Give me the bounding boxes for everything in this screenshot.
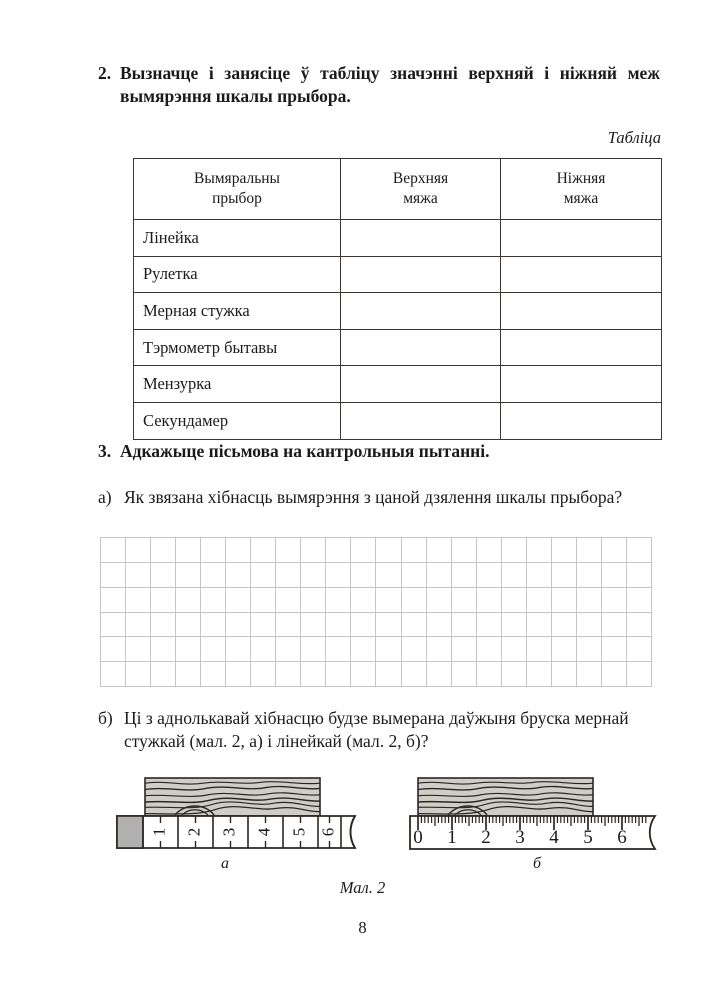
column-header-instrument-line1: Вымяральны — [194, 170, 280, 188]
answer-grid-cell[interactable] — [602, 637, 627, 662]
answer-grid-cell[interactable] — [502, 588, 527, 613]
ruler-tick-label-6: 6 — [617, 827, 627, 848]
answer-grid-cell[interactable] — [351, 563, 376, 588]
lower-limit-cell[interactable] — [501, 402, 662, 439]
answer-grid-cell[interactable] — [151, 613, 176, 638]
answer-grid-cell[interactable] — [502, 637, 527, 662]
answer-grid-cell[interactable] — [226, 637, 251, 662]
answer-grid-cell[interactable] — [427, 563, 452, 588]
answer-grid-cell[interactable] — [276, 613, 301, 638]
answer-grid-cell[interactable] — [176, 662, 201, 687]
sub-figure-b — [410, 778, 655, 849]
answer-grid-cell[interactable] — [126, 588, 151, 613]
answer-grid-cell[interactable] — [201, 613, 226, 638]
answer-grid-cell[interactable] — [427, 662, 452, 687]
answer-grid-cell[interactable] — [452, 538, 477, 563]
answer-grid-cell[interactable] — [251, 613, 276, 638]
answer-grid-cell[interactable] — [326, 538, 351, 563]
answer-grid-cell[interactable] — [251, 637, 276, 662]
instrument-name: Мензурка — [134, 366, 341, 403]
question-a-marker: а) — [98, 487, 112, 507]
column-header-instrument-line2: прыбор — [212, 190, 262, 207]
table-row — [134, 220, 662, 257]
answer-grid-cell[interactable] — [502, 613, 527, 638]
table-row — [134, 293, 662, 330]
answer-grid-cell[interactable] — [477, 637, 502, 662]
lower-limit-cell[interactable] — [501, 220, 662, 257]
answer-grid-cell[interactable] — [427, 637, 452, 662]
answer-grid-cell[interactable] — [151, 563, 176, 588]
answer-grid-cell[interactable] — [477, 662, 502, 687]
table-row — [134, 256, 662, 293]
answer-grid-cell[interactable] — [126, 538, 151, 563]
answer-grid-cell[interactable] — [301, 637, 326, 662]
answer-grid-cell[interactable] — [126, 662, 151, 687]
answer-grid-cell[interactable] — [351, 588, 376, 613]
answer-grid-cell[interactable] — [101, 538, 126, 563]
upper-limit-cell[interactable] — [341, 256, 501, 293]
answer-grid-cell[interactable] — [176, 588, 201, 613]
answer-grid-cell[interactable] — [201, 637, 226, 662]
answer-grid-cell[interactable] — [577, 538, 602, 563]
answer-grid-cell[interactable] — [201, 588, 226, 613]
upper-limit-cell[interactable] — [341, 220, 501, 257]
instrument-name: Лінейка — [134, 220, 341, 257]
lower-limit-cell[interactable] — [501, 256, 662, 293]
answer-grid-cell[interactable] — [151, 588, 176, 613]
answer-grid-cell[interactable] — [276, 538, 301, 563]
answer-grid-cell[interactable] — [126, 637, 151, 662]
tape-tick-label-1: 1 — [149, 827, 169, 837]
column-header-upper-limit — [341, 159, 501, 220]
answer-grid-cell[interactable] — [226, 613, 251, 638]
answer-grid-cell[interactable] — [452, 613, 477, 638]
answer-grid-cell[interactable] — [276, 662, 301, 687]
answer-grid-cell[interactable] — [527, 538, 552, 563]
answer-grid-cell[interactable] — [151, 662, 176, 687]
ruler-tick-label-3: 3 — [515, 827, 525, 848]
answer-grid-cell[interactable] — [376, 563, 401, 588]
answer-grid-cell[interactable] — [552, 613, 577, 638]
answer-grid-cell[interactable] — [326, 588, 351, 613]
answer-grid-cell[interactable] — [627, 613, 652, 638]
column-header-upper-limit-line2: мяжа — [403, 190, 438, 207]
table-row — [134, 366, 662, 403]
table-header — [134, 159, 662, 220]
answer-grid-cell[interactable] — [101, 563, 126, 588]
answer-grid-cell[interactable] — [326, 563, 351, 588]
answer-grid-cell[interactable] — [376, 588, 401, 613]
lower-limit-cell[interactable] — [501, 329, 662, 366]
task-3-text: Адкажыце пісьмова на кантрольныя пытанні. — [120, 441, 490, 461]
tape-tick-label-6: 6 — [318, 827, 338, 837]
answer-grid-cell[interactable] — [326, 613, 351, 638]
answer-grid-cell[interactable] — [527, 563, 552, 588]
answer-grid-cell[interactable] — [477, 613, 502, 638]
instrument-name: Тэрмометр бытавы — [134, 329, 341, 366]
answer-grid-cell[interactable] — [301, 613, 326, 638]
answer-grid-cell[interactable] — [126, 613, 151, 638]
tape-tick-label-5: 5 — [289, 827, 309, 837]
answer-grid-cell[interactable] — [577, 613, 602, 638]
answer-grid-cell[interactable] — [251, 662, 276, 687]
answer-grid-cell[interactable] — [376, 613, 401, 638]
table-header-row — [134, 159, 662, 220]
answer-grid-cell[interactable] — [376, 637, 401, 662]
answer-grid-cell[interactable] — [201, 563, 226, 588]
answer-grid-cell[interactable] — [402, 662, 427, 687]
table-row — [134, 329, 662, 366]
answer-grid-cell[interactable] — [502, 538, 527, 563]
answer-grid-cell[interactable] — [101, 662, 126, 687]
answer-grid-cell[interactable] — [452, 637, 477, 662]
ruler-tick-label-0: 0 — [413, 827, 423, 848]
question-b-marker: б) — [98, 708, 113, 728]
answer-grid-cell[interactable] — [251, 588, 276, 613]
instruments-table — [133, 158, 662, 440]
table-caption: Табліца — [607, 128, 661, 147]
table-body — [134, 220, 662, 440]
tape-tick-label-2: 2 — [184, 827, 204, 837]
table-row — [134, 402, 662, 439]
answer-grid-cell[interactable] — [627, 588, 652, 613]
instrument-name: Рулетка — [134, 256, 341, 293]
answer-grid-cell[interactable] — [351, 662, 376, 687]
answer-grid-cell[interactable] — [402, 538, 427, 563]
instrument-name: Мерная стужка — [134, 293, 341, 330]
answer-grid-cell[interactable] — [427, 613, 452, 638]
answer-grid-cell[interactable] — [351, 613, 376, 638]
upper-limit-cell[interactable] — [341, 329, 501, 366]
answer-grid-cell[interactable] — [326, 637, 351, 662]
answer-grid-cell[interactable] — [577, 588, 602, 613]
ruler-tick-label-2: 2 — [481, 827, 491, 848]
upper-limit-cell[interactable] — [341, 402, 501, 439]
answer-grid-cell[interactable] — [176, 538, 201, 563]
sub-figure-a-label: а — [221, 855, 229, 872]
tape-tick-label-3: 3 — [219, 827, 239, 837]
answer-grid-cell[interactable] — [527, 613, 552, 638]
answer-grid-cell[interactable] — [176, 637, 201, 662]
answer-grid-cell[interactable] — [276, 637, 301, 662]
column-header-lower-limit-line1: Ніжняя — [556, 170, 606, 188]
answer-grid-cell[interactable] — [552, 538, 577, 563]
lower-limit-cell[interactable] — [501, 366, 662, 403]
answer-grid-cell[interactable] — [502, 662, 527, 687]
answer-grid-cell[interactable] — [427, 538, 452, 563]
task-3-number: 3. — [98, 441, 112, 461]
answer-grid-cell[interactable] — [527, 662, 552, 687]
tape-end-block — [117, 816, 143, 848]
answer-grid-cell[interactable] — [176, 613, 201, 638]
answer-grid-cell[interactable] — [251, 563, 276, 588]
ruler — [410, 816, 655, 849]
answer-grid-cell[interactable] — [427, 588, 452, 613]
answer-grid-cell[interactable] — [101, 613, 126, 638]
column-header-upper-limit-line1: Верхняя — [392, 170, 449, 188]
answer-grid-cell[interactable] — [602, 538, 627, 563]
column-header-instrument — [134, 159, 341, 220]
upper-limit-cell[interactable] — [341, 293, 501, 330]
tape-tick-label-4: 4 — [254, 827, 274, 837]
answer-grid-cell[interactable] — [402, 613, 427, 638]
column-header-lower-limit-line2: мяжа — [563, 190, 599, 207]
answer-grid-cell[interactable] — [176, 563, 201, 588]
wood-block-a — [145, 778, 320, 816]
answer-grid-cell[interactable] — [402, 588, 427, 613]
sub-figure-b-label: б — [532, 855, 542, 872]
answer-grid-cell[interactable] — [226, 588, 251, 613]
answer-grid-cell[interactable] — [151, 637, 176, 662]
answer-grid-cell[interactable] — [151, 538, 176, 563]
answer-grid-cell[interactable] — [276, 563, 301, 588]
instrument-name: Секундамер — [134, 402, 341, 439]
answer-grid-cell[interactable] — [101, 637, 126, 662]
answer-grid-cell[interactable] — [201, 662, 226, 687]
answer-grid-cell[interactable] — [126, 563, 151, 588]
answer-grid-cell[interactable] — [301, 538, 326, 563]
answer-grid-cell[interactable] — [627, 563, 652, 588]
answer-grid-cell[interactable] — [301, 563, 326, 588]
answer-grid-cell[interactable] — [577, 662, 602, 687]
task-2-number: 2. — [98, 63, 112, 83]
answer-grid-cell[interactable] — [402, 637, 427, 662]
answer-grid-cell[interactable] — [602, 563, 627, 588]
answer-grid-cell[interactable] — [552, 662, 577, 687]
answer-grid-cell[interactable] — [452, 588, 477, 613]
answer-grid-cell[interactable] — [477, 563, 502, 588]
answer-grid-cell[interactable] — [452, 662, 477, 687]
answer-grid-cell[interactable] — [477, 588, 502, 613]
task-3 — [98, 440, 678, 463]
answer-grid-cell[interactable] — [602, 588, 627, 613]
ruler-tick-label-5: 5 — [583, 827, 593, 848]
answer-grid-cell[interactable] — [502, 563, 527, 588]
page-number: 8 — [358, 918, 367, 937]
answer-grid-cell[interactable] — [301, 588, 326, 613]
answer-grid-cell[interactable] — [527, 588, 552, 613]
answer-grid-cell[interactable] — [376, 538, 401, 563]
answer-grid-cell[interactable] — [627, 538, 652, 563]
question-b — [98, 707, 678, 754]
task-2 — [98, 62, 678, 108]
answer-grid-cell[interactable] — [226, 563, 251, 588]
ruler-tick-label-1: 1 — [447, 827, 457, 848]
question-b-text: Ці з аднолькавай хібнасцю будзе вымерана даўжыня бруска мернай стужкай (мал. 2, а) і лінейкай (мал. 2, б)? — [124, 708, 629, 752]
measuring-tape — [117, 816, 355, 848]
answer-grid-cell[interactable] — [226, 662, 251, 687]
answer-grid-cell[interactable] — [627, 662, 652, 687]
question-a — [98, 486, 678, 509]
answer-grid-cell[interactable] — [276, 588, 301, 613]
answer-grid-cell[interactable] — [301, 662, 326, 687]
task-2-text: Вызначце і занясіце ў табліцу значэнні верхняй і ніжняй меж вымярэння шкалы прыбора. — [120, 63, 660, 107]
answer-grid-cell[interactable] — [477, 538, 502, 563]
answer-grid-cell[interactable] — [251, 538, 276, 563]
answer-grid-cell[interactable] — [527, 637, 552, 662]
answer-grid-cell[interactable] — [376, 662, 401, 687]
answer-grid-cell[interactable] — [452, 563, 477, 588]
ruler-tick-label-4: 4 — [549, 827, 559, 848]
column-header-lower-limit — [501, 159, 662, 220]
answer-grid-cell[interactable] — [351, 538, 376, 563]
upper-limit-cell[interactable] — [341, 366, 501, 403]
answer-grid-cell[interactable] — [351, 637, 376, 662]
answer-grid-cell[interactable] — [101, 588, 126, 613]
answer-grid[interactable] — [100, 537, 652, 687]
figure-caption: Мал. 2 — [339, 878, 386, 897]
answer-grid-cell[interactable] — [326, 662, 351, 687]
answer-grid-cell[interactable] — [627, 637, 652, 662]
wood-block-b — [418, 778, 593, 816]
answer-grid-cell[interactable] — [552, 563, 577, 588]
answer-grid-cell[interactable] — [201, 538, 226, 563]
answer-grid-cell[interactable] — [402, 563, 427, 588]
answer-grid-cell[interactable] — [602, 662, 627, 687]
sub-figure-a — [117, 778, 355, 848]
answer-grid-cell[interactable] — [226, 538, 251, 563]
answer-grid-cell[interactable] — [577, 637, 602, 662]
answer-grid-cell[interactable] — [552, 637, 577, 662]
lower-limit-cell[interactable] — [501, 293, 662, 330]
answer-grid-cell[interactable] — [577, 563, 602, 588]
answer-grid-cell[interactable] — [602, 613, 627, 638]
answer-grid-cell[interactable] — [552, 588, 577, 613]
question-a-text: Як звязана хібнасць вымярэння з цаной дзялення шкалы прыбора? — [124, 487, 623, 507]
